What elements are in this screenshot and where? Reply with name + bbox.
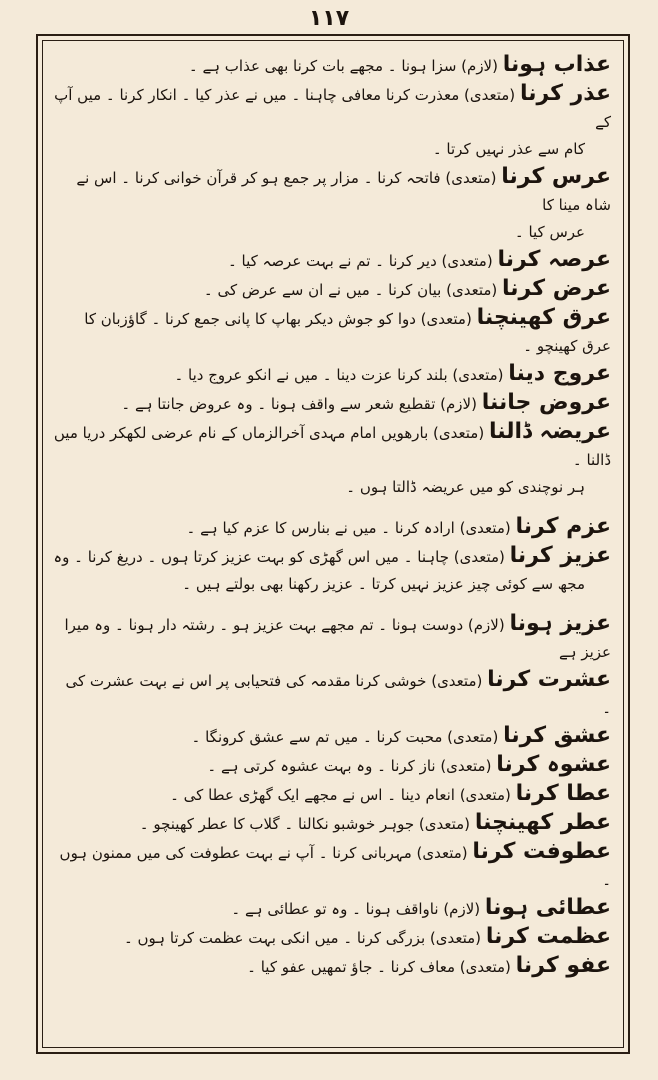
- entry-headword: عشوہ کرنا: [496, 752, 611, 777]
- entry-definition: (متعدی) دوا کو جوش دیکر بھاپ کا پانی جمع کرنا ۔ گاؤزبان کا عرق کھینچو ۔: [84, 310, 611, 355]
- entry-headword: عرق کھینچنا: [476, 305, 611, 330]
- entry-headword: عطوفت کرنا: [472, 839, 611, 864]
- dictionary-entry: [53, 275, 611, 304]
- dictionary-entry: [53, 751, 611, 780]
- entry-continuation: عرس کیا ۔: [514, 223, 585, 241]
- entry-headword: عزیز ہونا: [509, 611, 611, 636]
- entry-definition: (متعدی) ارادہ کرنا ۔ میں نے بنارس کا عزم کیا ہے ۔: [186, 519, 511, 537]
- entry-headword: عفو کرنا: [515, 953, 611, 978]
- entry-headword: عرصہ کرنا: [497, 247, 611, 272]
- entry-definition: (متعدی) خوشی کرنا مقدمہ کی فتحیابی پر اس نے بہت عشرت کی ۔: [65, 672, 611, 717]
- entry-headword: عرس کرنا: [501, 164, 611, 189]
- dictionary-entry: [53, 389, 611, 418]
- dictionary-entry: [53, 542, 611, 571]
- entry-headword: عذاب ہونا: [502, 52, 611, 77]
- dictionary-entry: [53, 894, 611, 923]
- entry-continuation: ہر نوچندی کو میں عریضہ ڈالتا ہوں ۔: [346, 478, 585, 496]
- entry-definition: (لازم) دوست ہونا ۔ تم مجھے بہت عزیز ہو ۔ رشتہ دار ہونا ۔ وہ میرا عزیز ہے: [64, 616, 611, 661]
- entry-definition: (متعدی) فاتحہ کرنا ۔ مزار پر جمع ہو کر قرآن خوانی کرنا ۔ اس نے شاہ مینا کا: [76, 169, 611, 214]
- dictionary-entry: [53, 80, 611, 136]
- entry-definition: (متعدی) محبت کرنا ۔ میں تم سے عشق کرونگا ۔: [191, 728, 499, 746]
- entry-definition: (متعدی) جوہر خوشبو نکالنا ۔ گلاب کا عطر کھینچو ۔: [139, 815, 471, 833]
- entry-headword: عذر کرنا: [519, 81, 611, 106]
- entry-headword: عزیز کرنا: [509, 543, 611, 568]
- entry-definition: (متعدی) چاہنا ۔ میں اس گھڑی کو بہت عزیز کرتا ہوں ۔ دریغ کرنا ۔ وہ: [53, 548, 505, 566]
- dictionary-entry: [53, 304, 611, 360]
- entry-definition: (متعدی) بزرگی کرنا ۔ میں انکی بہت عظمت کرتا ہوں ۔: [123, 929, 482, 947]
- entry-headword: عروض جاننا: [481, 390, 611, 415]
- dictionary-entry: [53, 666, 611, 722]
- entry-definition: (متعدی) ناز کرنا ۔ وہ بہت عشوہ کرتی ہے ۔: [207, 757, 492, 775]
- entry-definition: (متعدی) بارھویں امام مہدی آخرالزماں کے نام عرضی لکھکر دریا میں ڈالنا ۔: [53, 424, 611, 469]
- entry-headword: عزم کرنا: [515, 514, 611, 539]
- dictionary-entry: [53, 51, 611, 80]
- entry-definition: (متعدی) معذرت کرنا معافی چاہنا ۔ میں نے عذر کیا ۔ انکار کرنا ۔ میں آپ کے: [54, 86, 611, 131]
- dictionary-entries: [53, 51, 611, 981]
- entry-definition: (لازم) ناواقف ہونا ۔ وہ تو عطائی ہے ۔: [231, 900, 481, 918]
- entry-headword: عظمت کرنا: [485, 924, 611, 949]
- entry-headword: عشق کرنا: [503, 723, 611, 748]
- dictionary-entry: [53, 952, 611, 981]
- dictionary-entry: [53, 418, 611, 474]
- entry-definition: (لازم) سزا ہونا ۔ مجھے بات کرنا بھی عذاب ہے ۔: [188, 57, 498, 75]
- dictionary-entry: [53, 838, 611, 894]
- dictionary-entry: [53, 722, 611, 751]
- entry-headword: عرض کرنا: [502, 276, 611, 301]
- dictionary-entry: [53, 923, 611, 952]
- entry-definition: (متعدی) بلند کرنا عزت دینا ۔ میں نے انکو عروج دیا ۔: [174, 366, 504, 384]
- entry-continuation: مجھ سے کوئی چیز عزیز نہیں کرتا ۔ عزیز رکھنا بھی بولتے ہیں ۔: [182, 575, 585, 593]
- dictionary-entry: [53, 246, 611, 275]
- entry-definition: (متعدی) معاف کرنا ۔ جاؤ تمھیں عفو کیا ۔: [247, 958, 511, 976]
- entry-headword: عطا کرنا: [515, 781, 611, 806]
- dictionary-entry: [53, 163, 611, 219]
- dictionary-entry: [53, 780, 611, 809]
- entry-definition: (متعدی) انعام دینا ۔ اس نے مجھے ایک گھڑی عطا کی ۔: [170, 786, 511, 804]
- entry-definition: (متعدی) دیر کرنا ۔ تم نے بہت عرصہ کیا ۔: [227, 252, 493, 270]
- entry-headword: عروج دینا: [508, 361, 611, 386]
- dictionary-entry: [53, 360, 611, 389]
- dictionary-entry: [53, 513, 611, 542]
- entry-definition: (متعدی) بیان کرنا ۔ میں نے ان سے عرض کی ۔: [203, 281, 498, 299]
- entry-definition: (لازم) تقطیع شعر سے واقف ہونا ۔ وہ عروض جانتا ہے ۔: [121, 395, 477, 413]
- entry-headword: عریضہ ڈالنا: [488, 419, 611, 444]
- page-border-inner: [42, 40, 624, 1048]
- entry-definition: (متعدی) مہربانی کرنا ۔ آپ نے بہت عطوفت کی میں ممنون ہوں ۔: [59, 844, 611, 889]
- entry-continuation: کام سے عذر نہیں کرتا ۔: [432, 140, 585, 158]
- entry-headword: عشرت کرنا: [487, 667, 611, 692]
- page-number: ۱۱۷: [308, 6, 350, 31]
- dictionary-entry: [53, 809, 611, 838]
- dictionary-entry: [53, 610, 611, 666]
- entry-headword: عطر کھینچنا: [474, 810, 611, 835]
- entry-headword: عطائی ہونا: [484, 895, 611, 920]
